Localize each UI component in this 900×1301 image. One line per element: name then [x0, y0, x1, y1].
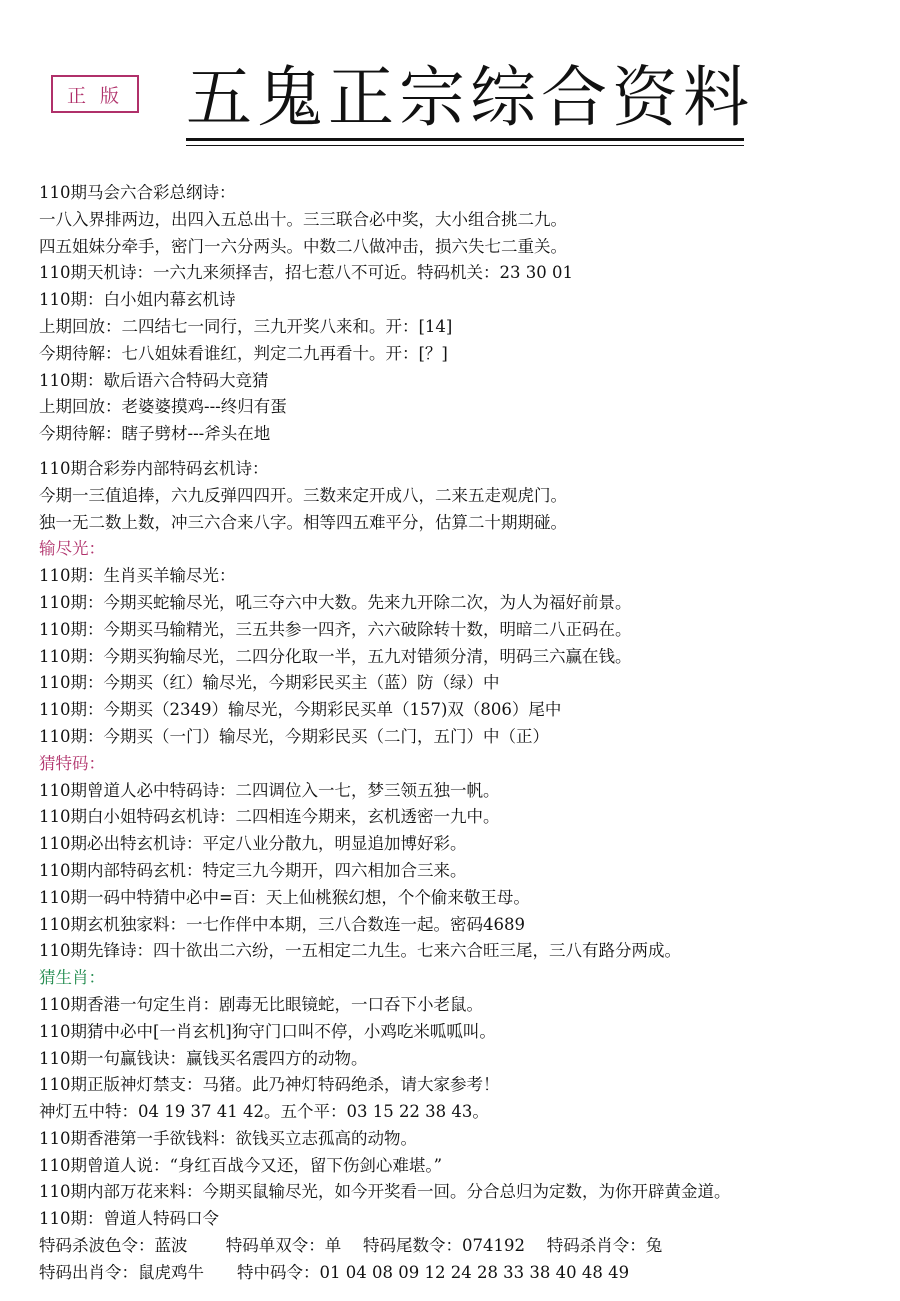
text-line: 今期一三值追捧，六九反弹四四开。三数来定开成八，二来五走观虎门。: [39, 485, 567, 505]
text-line: 独一无二数上数，冲三六合来八字。相等四五难平分，估算二十期期碰。: [39, 512, 567, 532]
text-line: 四五姐妹分牵手，密门一六分两头。中数二八做冲击，损六失七二重关。: [39, 236, 567, 256]
text-line: 110期猜中必中[一肖玄机]狗守门口叫不停，小鸡吃米呱呱叫。: [39, 1021, 496, 1041]
text-line: 110期白小姐特码玄机诗：二四相连今期来，玄机透密一九中。: [39, 807, 500, 827]
document-body: [39, 180, 889, 1287]
text-line: 110期内部特码玄机：特定三九今期开，四六相加合三来。: [39, 860, 467, 880]
text-line: 今期待解：七八姐妹看谁红，判定二九再看十。开：[？]: [39, 343, 448, 363]
page-title: 五鬼正宗综合资料: [186, 59, 754, 136]
text-line: 110期：今期买（2349）输尽光，今期彩民买单（157)双（806）尾中: [39, 700, 562, 720]
text-line: 110期：今期买（红）输尽光，今期彩民买主（蓝）防（绿）中: [39, 673, 500, 693]
text-line: 110期香港第一手欲钱料：欲钱买立志孤高的动物。: [39, 1128, 417, 1148]
text-line: 110期先锋诗：四十欲出二六纷，一五相定二九生。七来六合旺三尾，三八有路分两成。: [39, 941, 681, 961]
title-underline-thin: [186, 145, 744, 146]
text-line: 特码杀波色令：蓝波 特码单双令：单 特码尾数令：074192 特码杀肖令：兔: [39, 1236, 663, 1256]
text-line: 110期天机诗：一六九来须择吉，招七惹八不可近。特码机关：23 30 01: [39, 263, 573, 283]
text-line: 110期玄机独家料：一七作伴中本期，三八合数连一起。密码4689: [39, 914, 525, 934]
text-line: 特码出肖令：鼠虎鸡牛 特中码令：01 04 08 09 12 24 28 33 38 40 48 49: [39, 1262, 630, 1282]
text-line: 110期必出特玄机诗：平定八业分散九，明显追加博好彩。: [39, 834, 467, 854]
edition-badge: 正 版: [51, 75, 139, 113]
text-line: 110期：歇后语六合特码大竞猜: [39, 370, 269, 390]
section-heading: 输尽光：: [39, 539, 105, 559]
text-line: 110期：白小姐内幕玄机诗: [39, 290, 236, 310]
section-heading: 猜生肖：: [39, 968, 105, 988]
text-line: 110期：今期买狗输尽光，二四分化取一半，五九对错须分清，明码三六赢在钱。: [39, 646, 632, 666]
text-line: 今期待解：瞎子劈材---斧头在地: [39, 424, 271, 444]
text-line: 110期：今期买马输精光，三五共参一四齐，六六破除转十数，明暗二八正码在。: [39, 619, 632, 639]
text-line: 110期一句赢钱诀：赢钱买名震四方的动物。: [39, 1048, 368, 1068]
text-line: 110期一码中特猜中必中=百：天上仙桃猴幻想，个个偷来敬王母。: [39, 887, 530, 907]
text-line: 一八入界排两边，出四入五总出十。三三联合必中奖，大小组合挑二九。: [39, 209, 567, 229]
text-line: 110期合彩券内部特码玄机诗：: [39, 458, 269, 478]
text-line: 110期：今期买（一门）输尽光，今期彩民买（二门，五门）中（正）: [39, 726, 549, 746]
text-line: 上期回放：二四结七一同行，三九开奖八来和。开：[14]: [39, 316, 453, 336]
text-line: 110期曾道人说：“身红百战今又还，留下伤剑心难堪。”: [39, 1155, 443, 1175]
section-heading: 猜特码：: [39, 753, 105, 773]
text-line: 110期曾道人必中特码诗：二四调位入一七，梦三领五独一帆。: [39, 780, 500, 800]
text-line: 神灯五中特：04 19 37 41 42。五个平：03 15 22 38 43。: [39, 1102, 489, 1122]
text-line: 110期内部万花来料：今期买鼠输尽光，如今开奖看一回。分合总归为定数，为你开辟黄金道。: [39, 1182, 731, 1202]
text-line: 110期：今期买蛇输尽光，吼三夺六中大数。先来九开除二次，为人为福好前景。: [39, 592, 632, 612]
title-underline: [186, 138, 744, 141]
text-line: 110期香港一句定生肖：剧毒无比眼镜蛇，一口吞下小老鼠。: [39, 994, 483, 1014]
text-line: 110期：生肖买羊输尽光：: [39, 566, 236, 586]
text-line: 110期正版神灯禁支：马猪。此乃神灯特码绝杀，请大家参考！: [39, 1075, 500, 1095]
text-line: 110期：曾道人特码口令: [39, 1209, 219, 1229]
text-line: 上期回放：老婆婆摸鸡---终归有蛋: [39, 397, 287, 417]
text-line: 110期马会六合彩总纲诗：: [39, 183, 236, 202]
